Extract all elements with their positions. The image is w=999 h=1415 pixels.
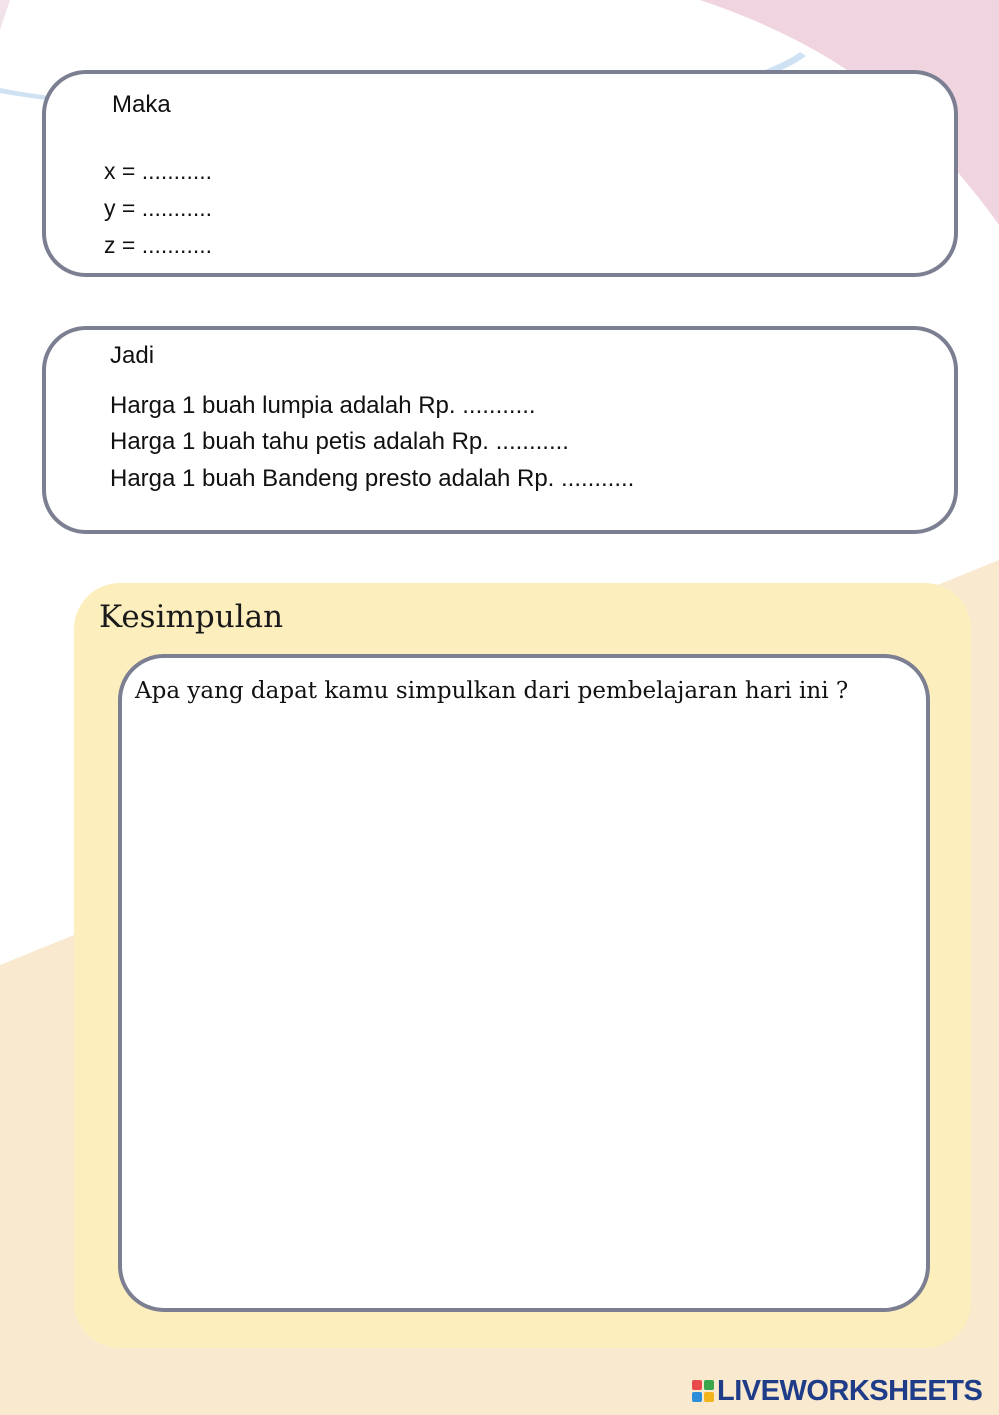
logo-text: LIVEWORKSHEETS [717,1374,983,1407]
equation-y: y = ........... [104,195,213,221]
jadi-title: Jadi [110,342,155,369]
kesimpulan-answer-input[interactable] [136,718,916,1298]
kesimpulan-question: Apa yang dapat kamu simpulkan dari pembelajaran hari ini ? [135,678,849,704]
price-tahu-petis-line: Harga 1 buah tahu petis adalah Rp. ........... [110,428,569,455]
price-bandeng-presto-line: Harga 1 buah Bandeng presto adalah Rp. ........... [110,465,635,492]
maka-title: Maka [112,91,171,118]
equation-x: x = ........... [104,158,213,184]
equation-z: z = ........... [104,232,213,258]
price-lumpia-line: Harga 1 buah lumpia adalah Rp. ........... [110,392,536,419]
liveworksheets-logo [692,1374,982,1408]
liveworksheets-logo-icon [692,1380,714,1402]
kesimpulan-title: Kesimpulan [99,599,284,635]
